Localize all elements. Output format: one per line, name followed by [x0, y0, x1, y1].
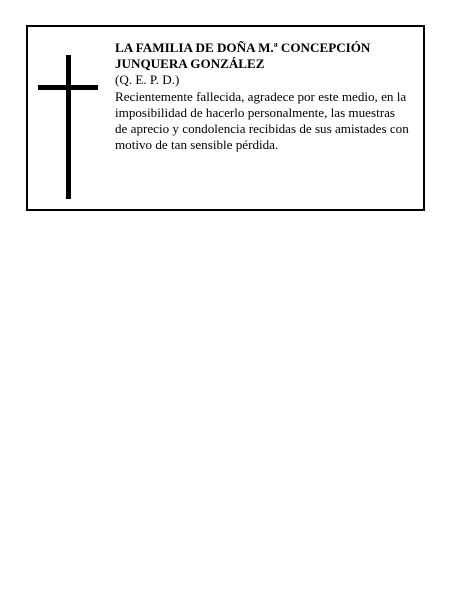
- rip-abbreviation: (Q. E. P. D.): [115, 72, 180, 88]
- notice-body-line: motivo de tan sensible pérdida.: [115, 137, 279, 153]
- cross-horizontal-bar: [38, 85, 98, 90]
- notice-body: [115, 89, 425, 154]
- obituary-notice: [26, 25, 425, 211]
- notice-text: [115, 40, 425, 153]
- cross-vertical-bar: [66, 55, 71, 199]
- notice-body-line: imposibilidad de hacerlo personalmente, las muestras: [115, 104, 395, 120]
- notice-title-line: JUNQUERA GONZÁLEZ: [115, 56, 265, 72]
- notice-body-line: Recientemente fallecida, agradece por este medio, en la: [115, 88, 407, 104]
- notice-title: [115, 40, 425, 72]
- notice-body-line: de aprecio y condolencia recibidas de sus amistades con: [115, 121, 409, 137]
- notice-title-line: LA FAMILIA DE DOÑA M.ª CONCEPCIÓN: [115, 40, 371, 55]
